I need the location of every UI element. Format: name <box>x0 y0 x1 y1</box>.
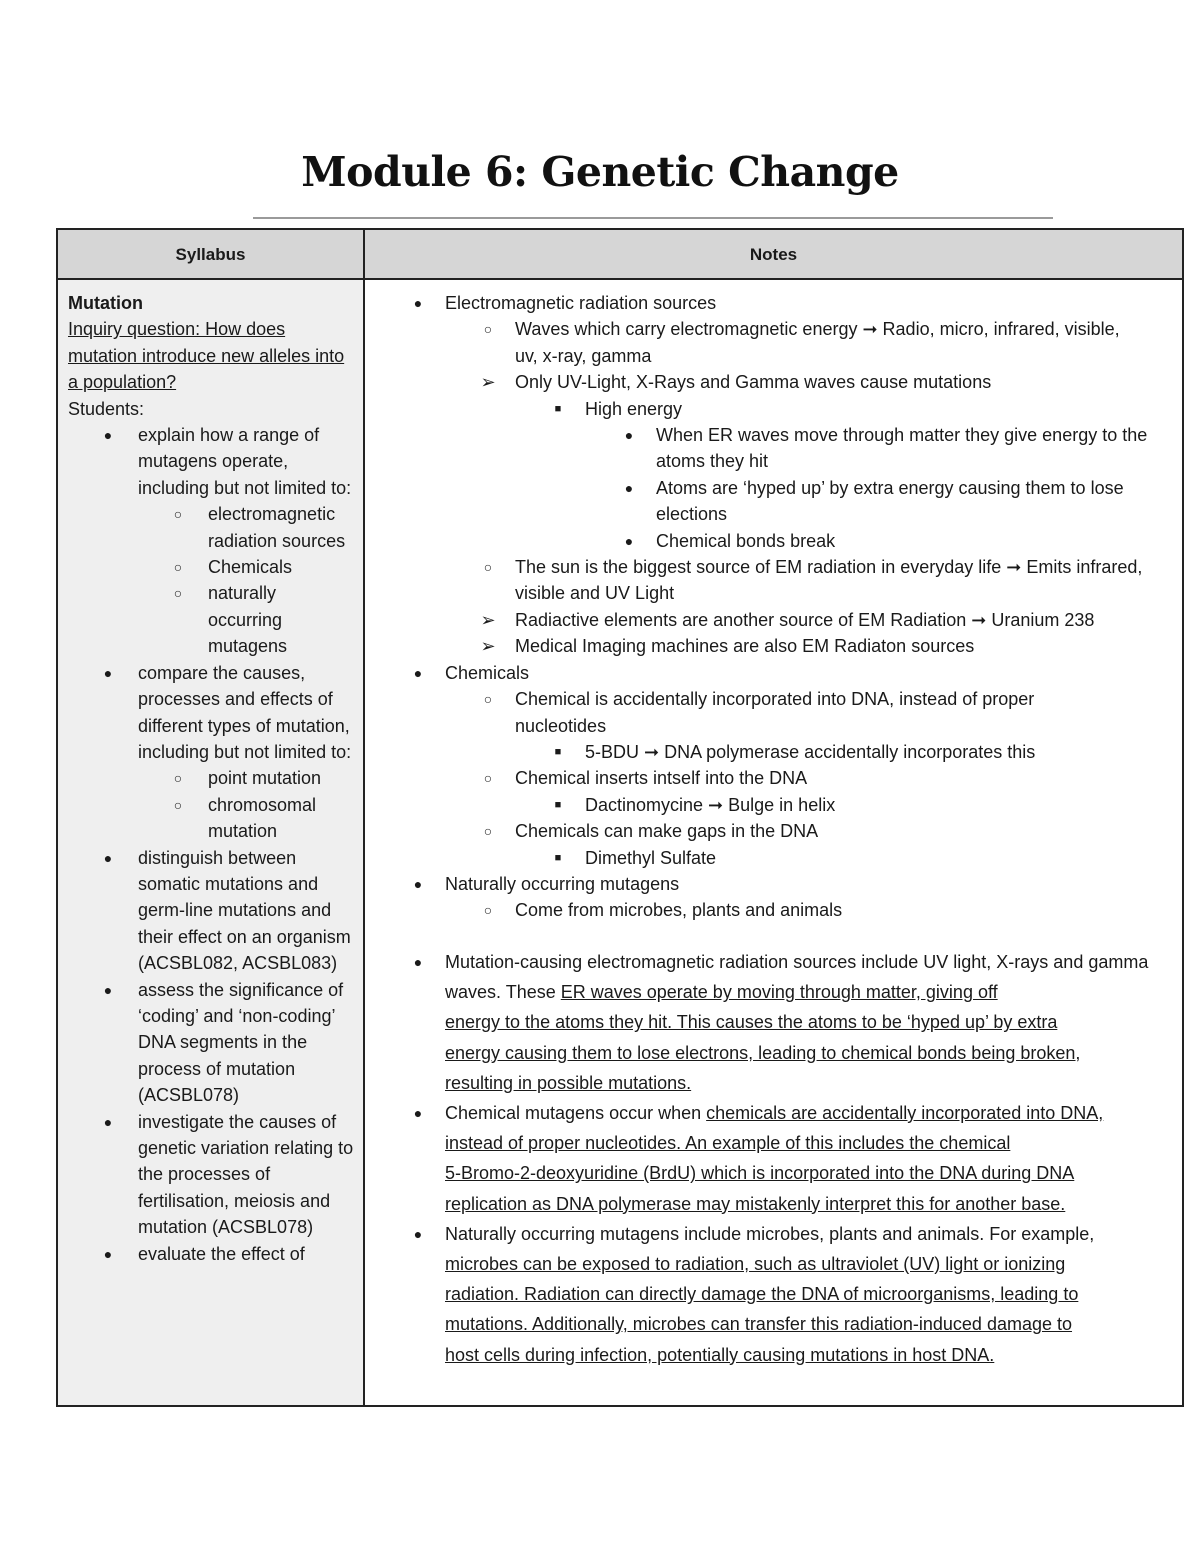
syllabus-point: ● distinguish between somatic mutations and germ-line mutations and their effect on an organism (ACSBL082, ACSBL083) <box>68 845 358 977</box>
notes-subitem: ■ Dimethyl Sulfate <box>365 845 1175 871</box>
notes-subitem: ● Chemical bonds break <box>365 528 1175 554</box>
arrow-bullet-icon: ➢ <box>480 636 496 657</box>
notes-subitem: ● When ER waves move through matter they give energy to the atoms they hit <box>365 422 1168 475</box>
bullet-icon: ● <box>103 664 113 681</box>
circle-bullet-icon: ○ <box>173 506 183 523</box>
bullet-icon: ● <box>413 875 423 892</box>
notes-outline <box>365 290 1175 924</box>
bullet-icon: ● <box>413 954 423 970</box>
syllabus-point: ● assess the significance of ‘coding’ and ‘non-coding’ DNA segments in the process of mutation (ACSBL078) <box>68 977 348 1109</box>
syllabus-subpoint: ○ Chemicals <box>68 554 358 580</box>
page-title: Module 6: Genetic Change <box>301 148 899 196</box>
square-bullet-icon: ■ <box>554 798 562 811</box>
bullet-icon: ● <box>624 532 634 549</box>
circle-bullet-icon: ○ <box>483 321 493 338</box>
summary-paragraph-em: ● Mutation-causing electromagnetic radiation sources include UV light, X-rays and gamma waves. These ER waves operate by moving through matter, giving off energy to the atoms they hit. This causes the atoms to be ‘hyped up’ by extra energy causing them to lose electrons, leading to chemical bonds being broken, resulting in possible mutations. <box>445 947 1185 1098</box>
bullet-icon: ● <box>413 664 423 681</box>
notes-subitem: ● Atoms are ‘hyped up’ by extra energy causing them to lose elections <box>365 475 1176 528</box>
syllabus-point: ● investigate the causes of genetic variation relating to the processes of fertilisation, meiosis and mutation (ACSBL078) <box>68 1109 358 1241</box>
bullet-icon: ● <box>413 1105 423 1122</box>
notes-header: Notes <box>749 245 798 264</box>
syllabus-heading: Mutation <box>68 293 143 313</box>
syllabus-subpoint: ○ chromosomal mutation <box>68 792 338 845</box>
notes-cell <box>365 280 1182 1405</box>
notes-subitem: ➢ Only UV-Light, X-Rays and Gamma waves cause mutations <box>365 369 1175 395</box>
syllabus-cell <box>58 280 363 1405</box>
bullet-icon: ● <box>103 427 113 444</box>
circle-bullet-icon: ○ <box>483 559 493 576</box>
bullet-icon: ● <box>624 427 634 444</box>
syllabus-subpoint: ○ naturally occurring mutagens <box>68 580 328 659</box>
bullet-icon: ● <box>103 1113 113 1130</box>
summary-paragraph-chem: ● Chemical mutagens occur when chemicals are accidentally incorporated into DNA, instead of proper nucleotides. An example of this includes the chemical 5-Bromo-2-deoxyuridine (BrdU) which is incorporated into the DNA during DNA replication as DNA polymerase may mistakenly interpret this for another base. <box>445 1098 1185 1219</box>
arrow-bullet-icon: ➢ <box>480 609 496 630</box>
circle-bullet-icon: ○ <box>483 691 493 708</box>
syllabus-content <box>68 290 358 1267</box>
square-bullet-icon: ■ <box>554 402 562 415</box>
notes-subitem: ○ Come from microbes, plants and animals <box>365 897 1175 923</box>
bullet-icon: ● <box>413 1225 423 1242</box>
summary-paragraph-natural: ● Naturally occurring mutagens include microbes, plants and animals. For example, microbes can be exposed to radiation, such as ultraviolet (UV) light or ionizing radiation. Radiation can directly damage the DNA of microorganisms, leading to mutations. Additionally, microbes can transfer this radiation-induced damage to host cells during infection, potentially causing mutations in host DNA. <box>445 1219 1185 1370</box>
bullet-icon: ● <box>413 295 423 311</box>
notes-subitem: ○ The sun is the biggest source of EM radiation in everyday life ➞ Emits infrared, visible and UV Light <box>365 554 1145 607</box>
students-label: Students: <box>68 398 145 419</box>
notes-subitem: ➢ Radiactive elements are another source of EM Radiation ➞ Uranium 238 <box>365 607 1175 633</box>
arrow-bullet-icon: ➢ <box>480 372 496 393</box>
notes-item: ● Chemicals <box>365 660 1175 686</box>
square-bullet-icon: ■ <box>554 851 562 864</box>
notes-subitem: ■ 5-BDU ➞ DNA polymerase accidentally incorporates this <box>365 739 1175 765</box>
syllabus-point: ● evaluate the effect of <box>68 1241 358 1267</box>
title-divider <box>253 217 1053 219</box>
square-bullet-icon: ■ <box>554 745 562 758</box>
bullet-icon: ● <box>103 849 113 866</box>
circle-bullet-icon: ○ <box>483 823 493 840</box>
notes-subitem: ➢ Medical Imaging machines are also EM Radiaton sources <box>365 633 1175 659</box>
syllabus-point: ● compare the causes, processes and effects of different types of mutation, including but not limited to: <box>68 660 356 766</box>
notes-subitem: ■ Dactinomycine ➞ Bulge in helix <box>365 792 1175 818</box>
circle-bullet-icon: ○ <box>483 902 493 919</box>
notes-subitem: ○ Chemical inserts intself into the DNA <box>365 765 1175 791</box>
inquiry-question: Inquiry question: How does mutation introduce new alleles into a population? <box>68 319 345 393</box>
circle-bullet-icon: ○ <box>173 585 183 602</box>
circle-bullet-icon: ○ <box>173 559 183 576</box>
syllabus-subpoint: ○ electromagnetic radiation sources <box>68 501 358 554</box>
bullet-icon: ● <box>103 981 113 998</box>
notes-summary <box>413 947 1185 1370</box>
notes-item: ● Electromagnetic radiation sources <box>365 290 1175 316</box>
circle-bullet-icon: ○ <box>173 770 183 787</box>
table-header <box>58 230 1182 280</box>
syllabus-subpoint: ○ point mutation <box>68 765 358 791</box>
bullet-icon: ● <box>103 1245 113 1262</box>
notes-subitem: ■ High energy <box>365 396 1175 422</box>
notes-item: ● Naturally occurring mutagens <box>365 871 1175 897</box>
notes-subitem: ○ Waves which carry electromagnetic energy ➞ Radio, micro, infrared, visible, uv, x-ray, gamma <box>365 316 1125 369</box>
notes-subitem: ○ Chemical is accidentally incorporated into DNA, instead of proper nucleotides <box>365 686 1105 739</box>
circle-bullet-icon: ○ <box>483 770 493 787</box>
notes-table <box>56 228 1184 1407</box>
circle-bullet-icon: ○ <box>173 796 183 813</box>
syllabus-header: Syllabus <box>175 245 246 264</box>
bullet-icon: ● <box>624 479 634 496</box>
syllabus-point: ● explain how a range of mutagens operate, including but not limited to: <box>68 422 358 501</box>
notes-subitem: ○ Chemicals can make gaps in the DNA <box>365 818 1175 844</box>
